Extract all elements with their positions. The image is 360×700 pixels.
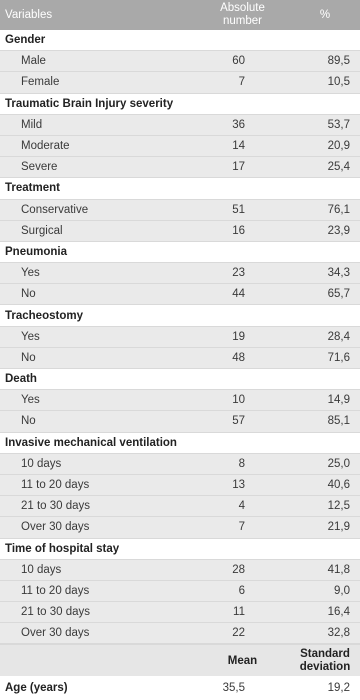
table-row [0,263,360,284]
row-percent: 21,9 [327,521,350,534]
row-percent: 34,3 [327,267,350,280]
age-row [0,676,360,700]
row-percent: 53,7 [327,118,350,131]
section-title: Time of hospital stay [5,542,120,555]
header-variables: Variables [5,9,53,21]
table-row [0,200,360,221]
table-row [0,284,360,305]
row-label: 10 days [21,457,62,470]
stats-header-sd-line1: Standard [300,647,350,660]
row-absolute-number: 4 [238,500,245,513]
row-percent: 71,6 [327,351,350,364]
row-absolute-number: 17 [232,161,245,174]
row-label: Female [21,76,60,89]
stats-header [0,644,360,676]
row-label: Over 30 days [21,627,90,640]
section-row [0,369,360,390]
stats-header-sd-line2: deviation [299,660,351,673]
row-absolute-number: 22 [232,627,245,640]
table-row [0,496,360,517]
table-row [0,602,360,623]
table-row [0,475,360,496]
section-title: Tracheostomy [5,309,83,322]
section-title: Gender [5,34,46,47]
table-row [0,72,360,93]
table-row [0,348,360,369]
row-percent: 89,5 [327,55,350,68]
header-percent: % [319,9,331,21]
row-label: No [21,288,36,301]
section-row [0,305,360,326]
row-absolute-number: 13 [232,479,245,492]
table-body [0,30,360,644]
row-absolute-number: 36 [232,118,245,131]
row-label: 21 to 30 days [21,606,91,619]
row-percent: 41,8 [327,563,350,576]
row-label: Yes [21,394,40,407]
table-row [0,623,360,644]
section-row [0,242,360,263]
row-label: Male [21,55,46,68]
row-absolute-number: 57 [232,415,245,428]
row-label: 11 to 20 days [21,584,90,597]
row-absolute-number: 11 [233,606,245,619]
row-label: No [21,415,36,428]
row-absolute-number: 7 [238,76,245,89]
row-label: Surgical [21,224,63,237]
section-title: Traumatic Brain Injury severity [5,97,174,110]
row-percent: 65,7 [327,288,350,301]
row-percent: 76,1 [327,203,350,216]
table-row [0,51,360,72]
row-absolute-number: 51 [232,203,245,216]
row-absolute-number: 8 [238,457,245,470]
row-percent: 14,9 [327,394,350,407]
stats-header-mean: Mean [227,654,258,667]
age-mean: 35,5 [222,682,245,695]
row-percent: 23,9 [327,224,350,237]
section-title: Death [5,373,37,386]
section-title: Invasive mechanical ventilation [5,436,177,449]
row-percent: 25,4 [327,161,350,174]
table-row [0,221,360,242]
row-label: Yes [21,267,40,280]
row-percent: 20,9 [327,140,350,153]
table-header [0,0,360,30]
row-percent: 85,1 [327,415,350,428]
table-row [0,390,360,411]
section-row [0,178,360,199]
row-absolute-number: 16 [232,224,245,237]
row-absolute-number: 7 [238,521,245,534]
section-title: Pneumonia [5,245,67,258]
row-percent: 25,0 [327,457,350,470]
table-row [0,327,360,348]
row-label: 11 to 20 days [21,479,90,492]
row-absolute-number: 10 [232,394,245,407]
row-percent: 12,5 [327,500,350,513]
row-absolute-number: 19 [232,330,245,343]
header-absolute-line1: Absolute [220,2,265,14]
section-row [0,433,360,454]
row-percent: 10,5 [327,76,350,89]
section-title: Treatment [5,182,60,195]
row-absolute-number: 14 [232,140,245,153]
table-row [0,581,360,602]
row-label: No [21,351,36,364]
row-absolute-number: 28 [232,563,245,576]
table-row [0,115,360,136]
table-row [0,411,360,432]
header-absolute-line2: number [223,15,262,27]
row-percent: 40,6 [327,479,350,492]
row-percent: 9,0 [334,584,350,597]
stats-header-sd [290,648,360,674]
row-label: Conservative [21,203,89,216]
row-absolute-number: 60 [232,55,245,68]
table-row [0,454,360,475]
section-row [0,30,360,51]
row-absolute-number: 48 [232,351,245,364]
section-row [0,539,360,560]
row-absolute-number: 44 [232,288,245,301]
row-label: 21 to 30 days [21,500,91,513]
row-label: Over 30 days [21,521,90,534]
row-label: Severe [21,161,58,174]
row-label: 10 days [21,563,62,576]
table-row [0,157,360,178]
row-label: Yes [21,330,40,343]
table-row [0,517,360,538]
header-absolute-number [195,2,290,28]
row-percent: 16,4 [327,606,350,619]
row-label: Moderate [21,140,70,153]
age-label: Age (years) [5,682,68,695]
row-absolute-number: 6 [238,584,245,597]
row-percent: 32,8 [327,627,350,640]
row-absolute-number: 23 [232,267,245,280]
row-label: Mild [21,118,43,131]
row-percent: 28,4 [327,330,350,343]
table-row [0,136,360,157]
age-sd: 19,2 [327,682,350,695]
table-row [0,560,360,581]
section-row [0,94,360,115]
